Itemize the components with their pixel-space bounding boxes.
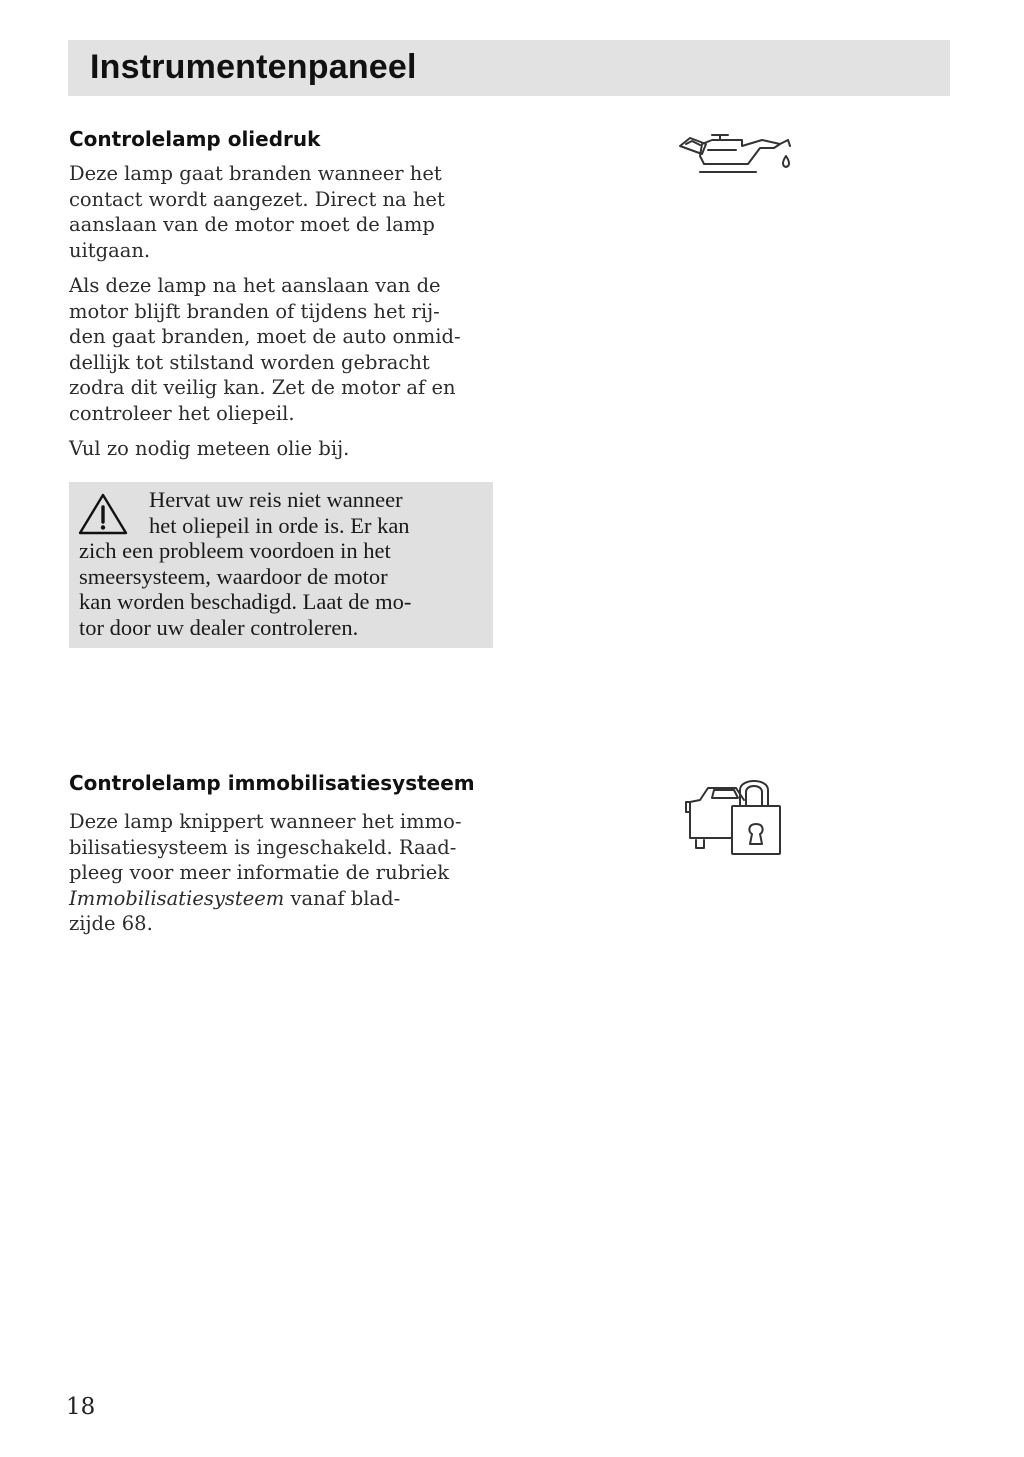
text-line: contact wordt aangezet. Direct na het (69, 187, 445, 211)
text-line: Als deze lamp na het aanslaan van de (69, 274, 441, 297)
text-line: aanslaan van de motor moet de lamp (69, 213, 435, 236)
car-padlock-icon (684, 772, 784, 858)
oil-paragraph-3 (69, 436, 509, 462)
warning-text (79, 487, 489, 641)
page-number: 18 (66, 1394, 96, 1420)
oil-pressure-heading: Controlelamp oliedruk (69, 127, 321, 151)
text-line: controleer het oliepeil. (69, 401, 295, 425)
oil-paragraph-2 (69, 273, 509, 426)
warning-box (69, 482, 493, 648)
text-line: den gaat branden, moet de auto onmid- (69, 325, 461, 348)
warning-line: het oliepeil in orde is. Er kan (149, 512, 410, 538)
text-line: Deze lamp gaat branden wanneer het (69, 162, 442, 185)
cross-reference-link: Immobilisatiesysteem (69, 886, 285, 910)
oil-paragraph-1 (69, 161, 509, 263)
warning-line: Hervat uw reis niet wanneer (149, 487, 403, 512)
immobiliser-heading: Controlelamp immobilisatiesysteem (69, 771, 475, 795)
header-bar (68, 40, 950, 96)
text-line: pleeg voor meer informatie de rubriek (69, 861, 450, 884)
warning-line: zich een probleem voordoen in het (79, 538, 391, 564)
text-line: dellijk tot stilstand worden gebracht (69, 350, 430, 374)
warning-line: tor door uw dealer controleren. (79, 614, 359, 640)
text-line (69, 886, 509, 912)
text-line: zijde 68. (69, 912, 153, 935)
immobiliser-paragraph (69, 809, 509, 937)
warning-line: smeersysteem, waardoor de motor (79, 563, 388, 589)
warning-line: kan worden beschadigd. Laat de mo- (79, 589, 412, 615)
text-line: bilisatiesysteem is ingeschakeld. Raad- (69, 835, 457, 859)
page-title: Instrumentenpaneel (90, 48, 417, 86)
oil-can-icon (676, 126, 800, 182)
text-line: motor blijft branden of tijdens het rij- (69, 299, 440, 323)
text-line: Deze lamp knippert wanneer het immo- (69, 810, 462, 833)
text-line: zodra dit veilig kan. Zet de motor af en (69, 376, 456, 399)
text-fragment: vanaf blad- (284, 886, 401, 910)
text-line: Vul zo nodig meteen olie bij. (69, 437, 350, 460)
text-line: uitgaan. (69, 238, 151, 262)
